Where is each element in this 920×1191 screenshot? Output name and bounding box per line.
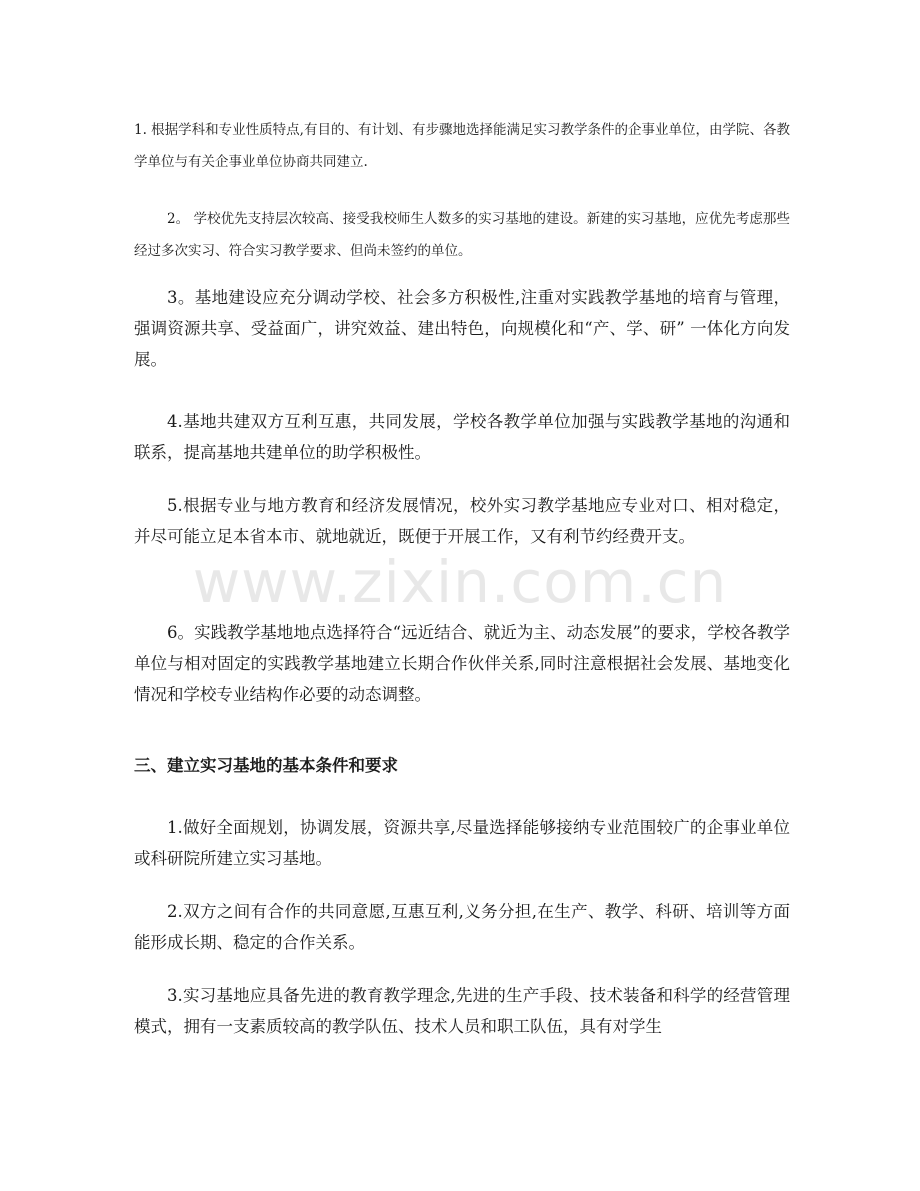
section-heading: 三、建立实习基地的基本条件和要求 [134, 756, 398, 775]
section-paragraph-1: 1.做好全面规划，协调发展，资源共享,尽量选择能够接纳专业范围较广的企事业单位或科研院所建立实习基地。 [134, 818, 790, 868]
paragraph-6: 6。实践教学基地地点选择符合“远近结合、就近为主、动态发展”的要求，学校各教学单位与相对固定的实践教学基地建立长期合作伙伴关系,同时注意根据社会发展、基地变化情况和学校专业结构作必要的动态调整。 [134, 623, 790, 704]
section-paragraph-2: 2.双方之间有合作的共同意愿,互惠互利,义务分担,在生产、教学、科研、培训等方面能形成长期、稳定的合作关系。 [134, 902, 790, 952]
paragraph-5: 5.根据专业与地方教育和经济发展情况，校外实习教学基地应专业对口、相对稳定，并尽可能立足本省本市、就地就近，既便于开展工作，又有利节约经费开支。 [134, 496, 790, 546]
watermark-text: www.zixin.com.cn [192, 548, 728, 616]
section-paragraph-3: 3.实习基地应具备先进的教育教学理念,先进的生产手段、技术装备和科学的经营管理模式，拥有一支素质较高的教学队伍、技术人员和职工队伍，具有对学生 [134, 986, 790, 1036]
paragraph-3: 3。基地建设应充分调动学校、社会多方积极性,注重对实践教学基地的培育与管理，强调资源共享、受益面广，讲究效益、建出特色，向规模化和“产、学、研” 一体化方向发展。 [134, 288, 790, 369]
paragraph-2: 2。 学校优先支持层次较高、接受我校师生人数多的实习基地的建设。新建的实习基地，应优先考虑那些经过多次实习、符合实习教学要求、但尚未签约的单位。 [134, 211, 790, 259]
paragraph-1: 1. 根据学科和专业性质特点,有目的、有计划、有步骤地选择能满足实习教学条件的企事业单位，由学院、各教学单位与有关企事业单位协商共同建立. [134, 122, 790, 170]
paragraph-4: 4.基地共建双方互利互惠，共同发展，学校各教学单位加强与实践教学基地的沟通和联系，提高基地共建单位的助学积极性。 [134, 412, 790, 462]
